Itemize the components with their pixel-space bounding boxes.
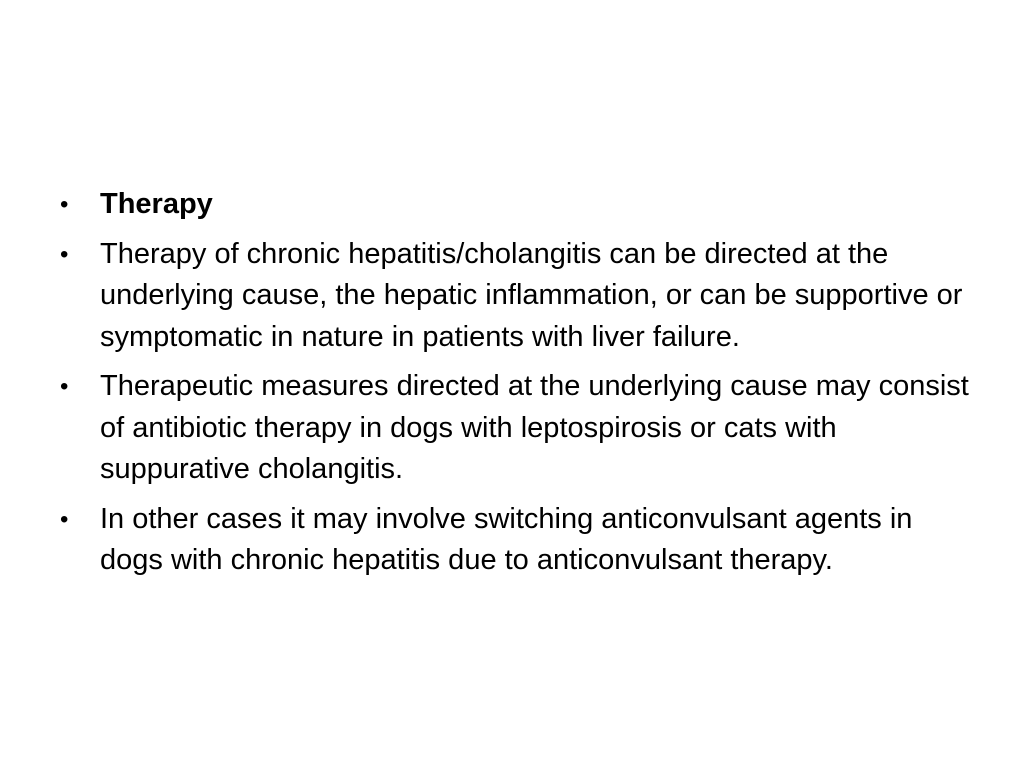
bullet-dot-icon: •	[60, 505, 69, 533]
bullet-item	[60, 499, 970, 582]
bullet-text: Therapeutic measures directed at the underlying cause may consist of antibiotic therapy in dogs with leptospirosis or cats with suppurative cholangitis.	[100, 370, 969, 485]
bullet-dot-icon: •	[60, 240, 69, 268]
bullet-text: Therapy of chronic hepatitis/cholangitis can be directed at the underlying cause, the hepatic inflammation, or can be supportive or symptomatic in nature in patients with liver failure.	[100, 237, 963, 353]
bullet-list	[60, 184, 970, 582]
bullet-item	[60, 234, 970, 359]
bullet-item-therapy-heading	[60, 184, 970, 226]
bullet-dot-icon: •	[60, 191, 69, 218]
bullet-dot-icon: •	[60, 373, 69, 400]
slide-content	[60, 184, 970, 590]
bullet-text: In other cases it may involve switching anticonvulsant agents in dogs with chronic hepatitis due to anticonvulsant therapy.	[100, 502, 913, 576]
bullet-text: Therapy	[100, 188, 213, 220]
bullet-item	[60, 366, 970, 491]
